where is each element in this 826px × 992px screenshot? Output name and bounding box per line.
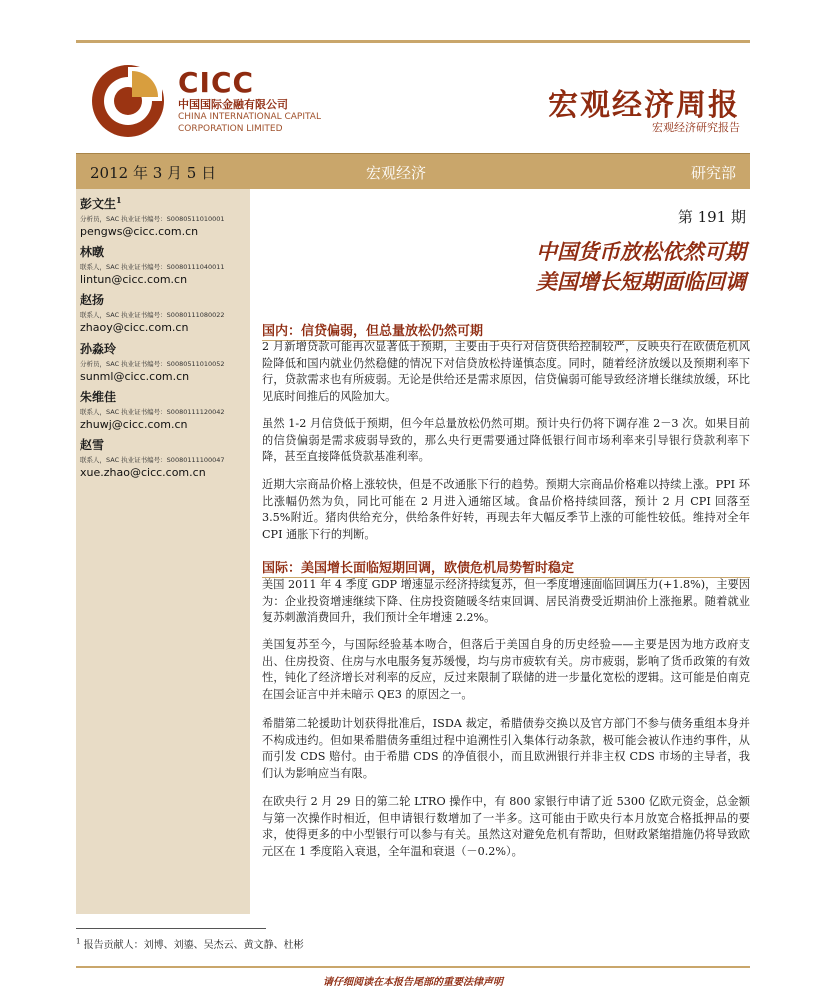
analyst-email[interactable]: pengws@cicc.com.cn (80, 225, 199, 238)
legal-disclaimer: 请仔细阅读在本报告尾部的重要法律声明 (323, 977, 503, 988)
analyst-name: 孙淼玲 (80, 342, 117, 356)
analyst-name: 赵雪 (80, 438, 105, 452)
top-rule (76, 40, 750, 43)
footnote: $^1$ 报告贡献人：刘博、刘鎏、吴杰云、黄文静、杜彬 (76, 937, 304, 951)
analyst-email[interactable]: xue.zhao@cicc.com.cn (80, 466, 206, 479)
analyst-card (80, 291, 225, 334)
logo-english-line2: CORPORATION LIMITED (178, 124, 283, 134)
report-title: 宏观经济周报 (548, 88, 740, 123)
analyst-cert: 联系人，SAC 执业证书编号：S0080111040011 (80, 263, 225, 271)
cicc-logo-icon (92, 65, 164, 137)
headline-line1: 中国货币放松依然可期 (536, 239, 746, 264)
analyst-card (80, 243, 225, 286)
analyst-card (80, 436, 225, 479)
analyst-name: 林暾 (80, 245, 105, 259)
paragraph: 美国复苏至今，与国际经验基本吻合，但落后于美国自身的历史经验——主要是因为地方政府支出、住房投资、住房与水电服务复苏缓慢，均与房市疲软有关。房市疲弱，影响了货币政策的有效性，钝化了经济增长对利率的反应，反过来限制了联储的进一步量化宽松的逻辑。这可能是伯南克在国会证言中并未暗示 QE3 的原因之一。 (262, 638, 750, 701)
analyst-card (80, 340, 225, 383)
analyst-cert: 分析员，SAC 执业证书编号：S0080511010052 (80, 360, 225, 368)
paragraph: 美国 2011 年 4 季度 GDP 增速显示经济持续复苏，但一季度增速面临回调压力(+1.8%)，主要因为：企业投资增速继续下降、住房投资随暖冬结束回调、居民消费受近期油价上涨拖累。随着就业复苏刺激消费回升，我们预计全年增速 2.2%。 (262, 578, 750, 625)
analyst-cert: 联系人，SAC 执业证书编号：S0080111080022 (80, 311, 225, 319)
footnote-rule (76, 928, 266, 929)
report-sector: 宏观经济 (366, 164, 427, 182)
logo-english-line1: CHINA INTERNATIONAL CAPITAL (178, 112, 321, 122)
section-title-international: 国际：美国增长面临短期回调，欧债危机局势暂时稳定 (262, 557, 750, 578)
analyst-email[interactable]: zhaoy@cicc.com.cn (80, 321, 189, 334)
report-subtitle: 宏观经济研究报告 (652, 121, 740, 134)
header-bar (76, 153, 750, 189)
logo-chinese-name: 中国国际金融有限公司 (178, 98, 288, 111)
paragraph: 在欧央行 2 月 29 日的第二轮 LTRO 操作中，有 800 家银行申请了近 5300 亿欧元资金，总金额与第一次操作时相近，但申请银行数增加了一半多。这可能由于欧央行本月放宽合格抵押品的要求，使得更多的中小型银行可以参与有关。虽然这对避免危机有帮助，但财政紧缩措施仍将导致欧元区在 1 季度陷入衰退，全年温和衰退（－0.2%）。 (262, 795, 750, 858)
analyst-name: 朱维佳 (80, 390, 117, 404)
analyst-name: 彭文生$^1$ (80, 195, 122, 211)
paragraph: 虽然 1-2 月信贷低于预期，但今年总量放松仍然可期。预计央行仍将下调存准 2－3 次。如果目前的信贷偏弱是需求疲弱导致的，那么央行更需要通过降低银行间市场利率来引导银行贷款利率下降，甚至直接降低贷款基准利率。 (262, 417, 750, 464)
analyst-cert: 联系人，SAC 执业证书编号：S0080111100047 (80, 456, 225, 464)
analyst-name: 赵扬 (80, 293, 105, 307)
report-department: 研究部 (690, 164, 736, 182)
logo-brand: CICC (178, 66, 255, 99)
analyst-cert: 分析员，SAC 执业证书编号：S0080511010001 (80, 215, 225, 223)
headline-line2: 美国增长短期面临回调 (536, 269, 746, 294)
paragraph: 近期大宗商品价格上涨较快，但是不改通胀下行的趋势。预期大宗商品价格难以持续上涨。PPI 环比涨幅仍然为负，同比可能在 2 月进入通缩区域。食品价格持续回落，预计 2 月 CPI 回落至 3.5%附近。猪肉供给充分，供给条件好转，再现去年大幅反季节上涨的可能性较低。维持对全年 CPI 通胀下行的判断。 (262, 478, 750, 541)
analyst-card (80, 195, 225, 238)
section-title-domestic: 国内：信贷偏弱，但总量放松仍然可期 (262, 320, 750, 341)
analyst-email[interactable]: zhuwj@cicc.com.cn (80, 418, 188, 431)
analyst-email[interactable]: sunml@cicc.com.cn (80, 370, 190, 383)
report-date: 2012 年 3 月 5 日 (90, 164, 217, 182)
paragraph: 希腊第二轮援助计划获得批准后，ISDA 裁定，希腊债券交换以及官方部门不参与债务重组本身并不构成违约。但如果希腊债务重组过程中追溯性引入集体行动条款，极可能会被认作违约事件，从而引发 CDS 赔付。由于希腊 CDS 的净值很小，而且欧洲银行并非主权 CDS 市场的主导者，我们认为影响应当有限。 (262, 717, 750, 780)
analyst-card (80, 388, 225, 431)
paragraph: 2 月新增贷款可能再次显著低于预期，主要由于央行对信贷供给控制较严，反映央行在欧债危机风险降低和国内就业仍然稳健的情况下对信贷放松持谨慎态度。同时，随着经济放缓以及预期利率下行，贷款需求也有所疲弱。无论是供给还是需求原因，信贷偏弱可能导致经济增长继续放缓，环比见底时间推后的风险加大。 (262, 340, 750, 403)
footnote-marker: 1 (116, 195, 122, 205)
analyst-email[interactable]: lintun@cicc.com.cn (80, 273, 188, 286)
bottom-rule (76, 966, 750, 968)
analyst-sidebar (76, 189, 250, 914)
issue-number: 第 191 期 (677, 208, 746, 226)
analyst-cert: 联系人，SAC 执业证书编号：S0080111120042 (80, 408, 225, 416)
